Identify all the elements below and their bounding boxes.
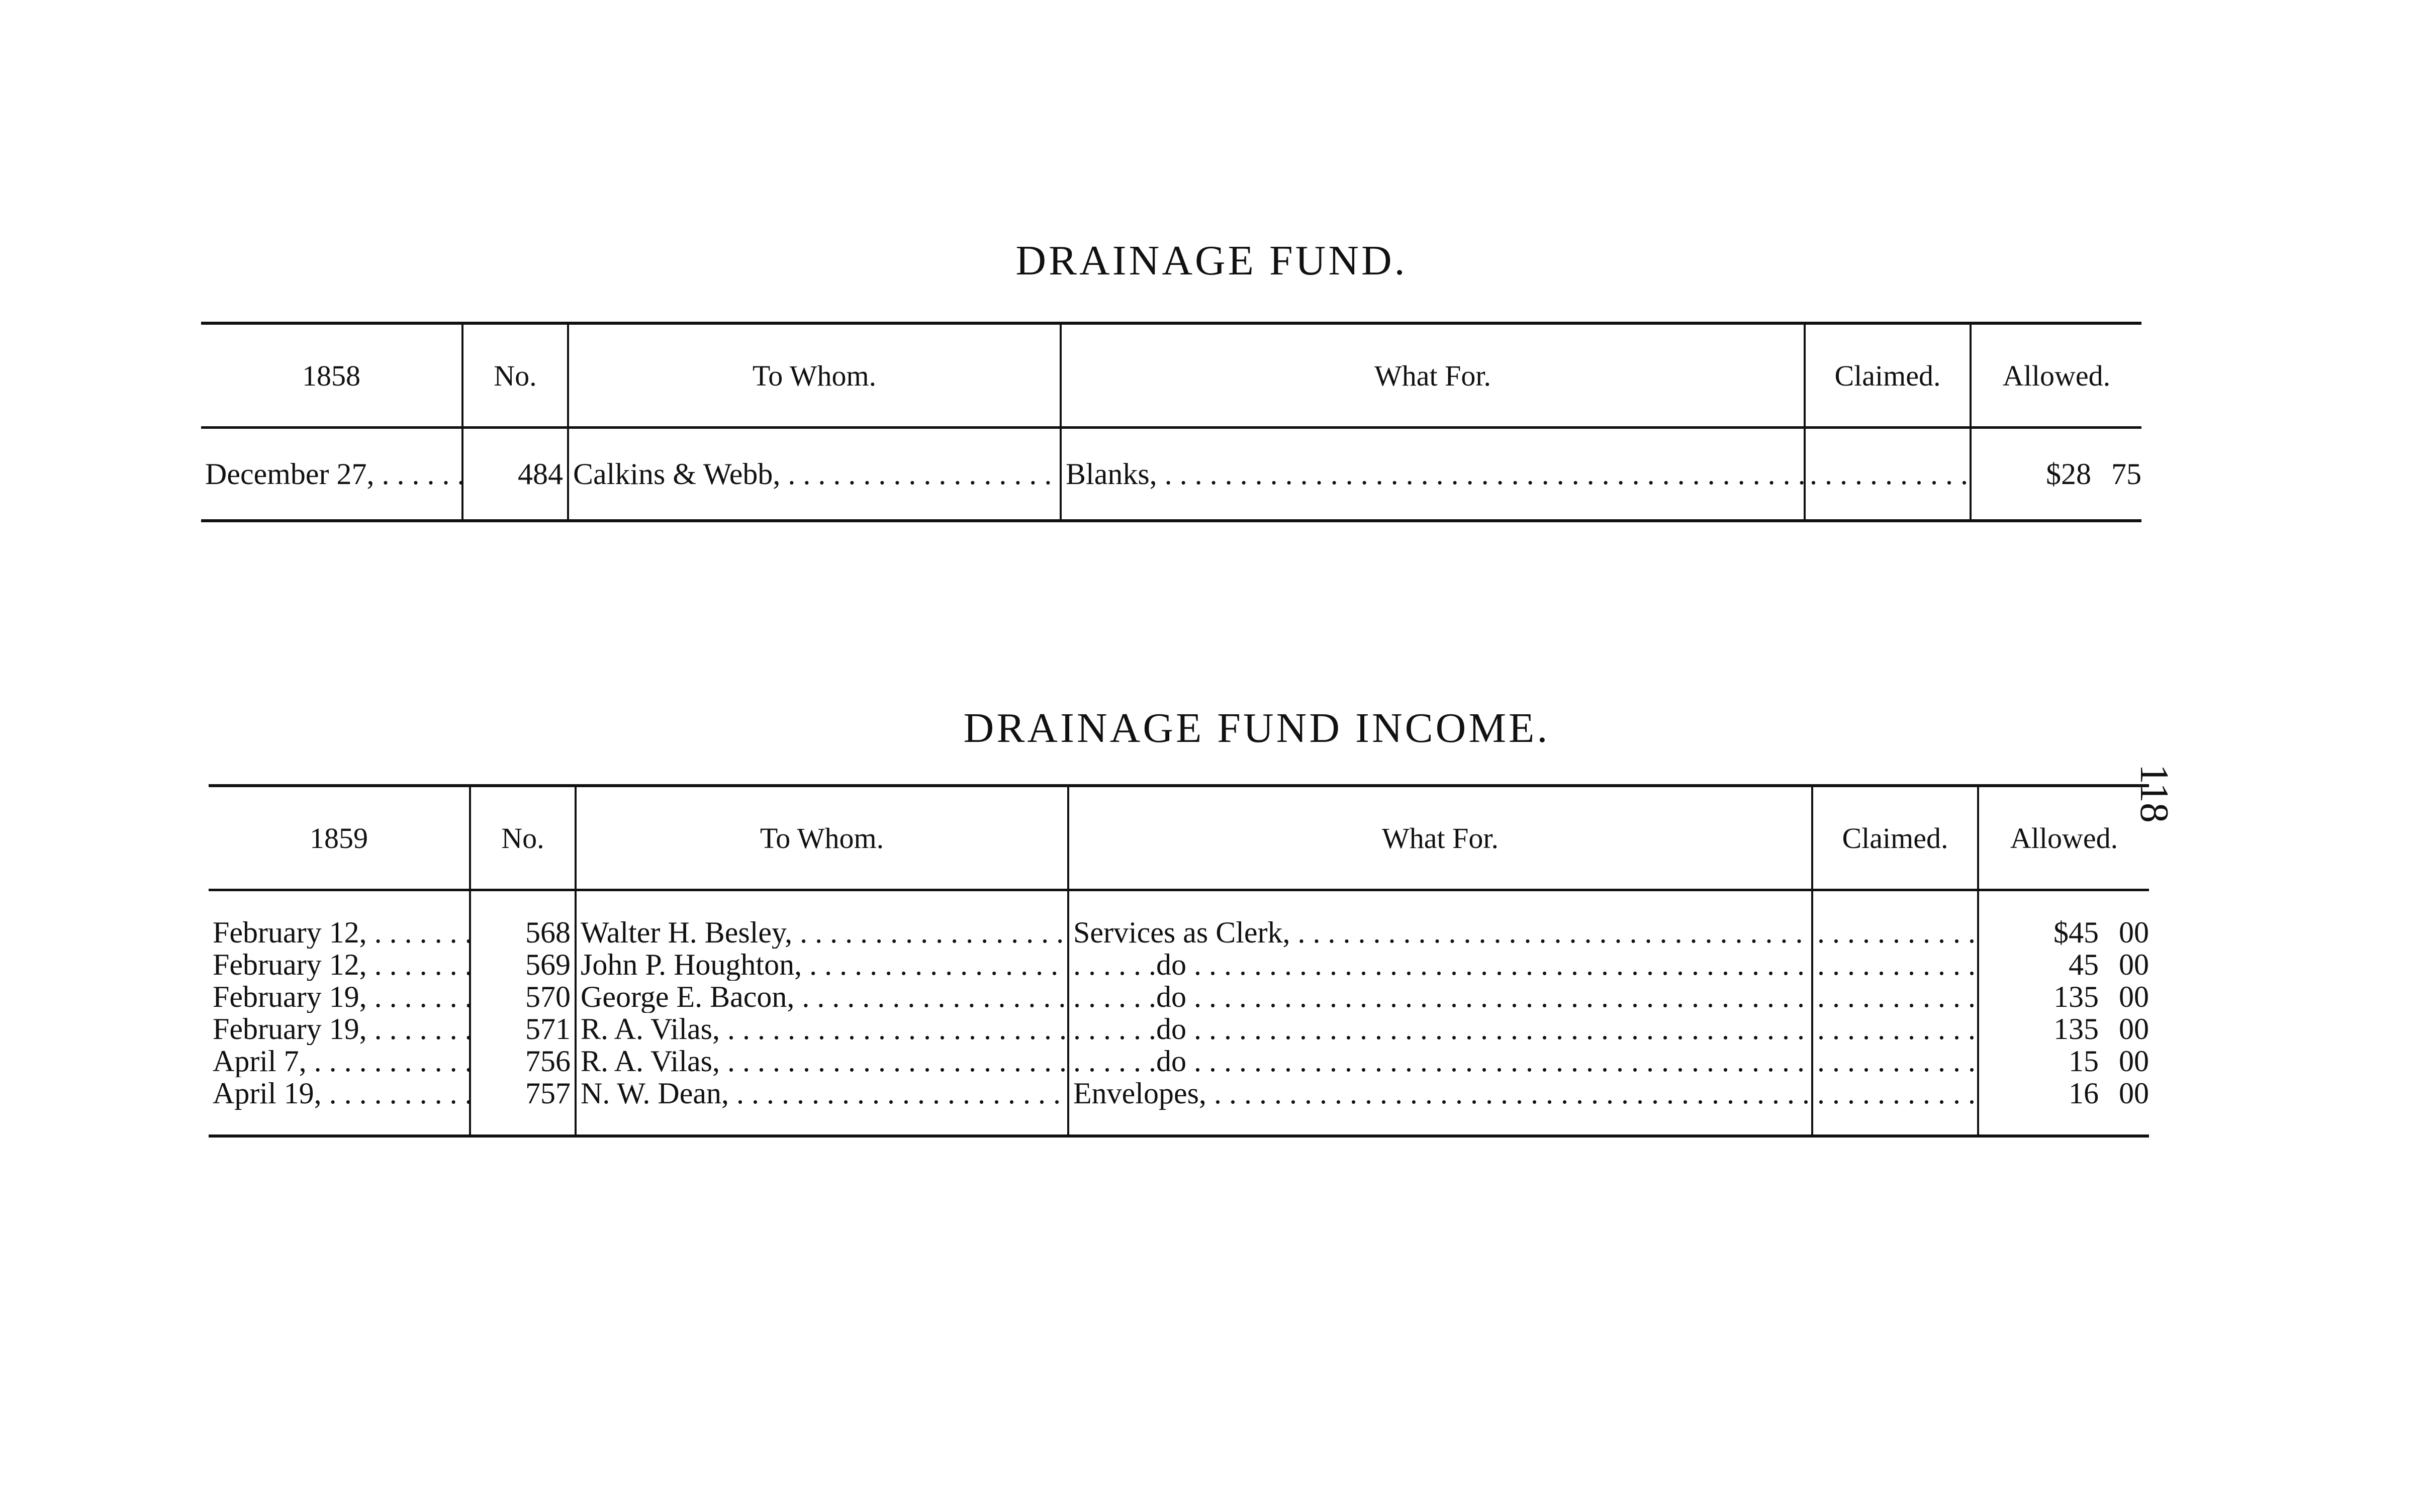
header-what-for: What For. [1068,787,1812,890]
allowed-cell: 45 00 [1978,949,2149,981]
header-to-whom: To Whom. [568,325,1061,428]
what-for-cell: . . . . . .do . . . [1068,1045,1812,1077]
claimed-cell [1812,981,1978,1013]
number-cell: 757 [470,1077,576,1135]
header-claimed: Claimed. [1805,325,1971,428]
date-cell: February 19, . . . [209,981,470,1013]
claimed-cell [1812,890,1978,949]
header-allowed: Allowed. [1971,325,2141,428]
allowed-cell: $28 75 [1971,428,2141,520]
to-whom-cell: Walter H. Besley, . . . [576,890,1068,949]
header-allowed: Allowed. [1978,787,2149,890]
date-cell: February 12, . . . [209,890,470,949]
to-whom-cell: George E. Bacon, . . . [576,981,1068,1013]
header-year: 1859 [209,787,470,890]
header-no: No. [462,325,568,428]
date-cell: February 19, . . . [209,1013,470,1045]
allowed-cell: 135 00 [1978,1013,2149,1045]
table-row [209,1013,2149,1045]
number-cell: 570 [470,981,576,1013]
date-cell: April 7, . . . [209,1045,470,1077]
date-cell: December 27, . . . [201,428,462,520]
table-row [209,949,2149,981]
allowed-cell: $45 00 [1978,890,2149,949]
allowed-cell: 135 00 [1978,981,2149,1013]
claimed-cell [1812,1013,1978,1045]
table-row [201,428,2141,520]
section-title-drainage-fund: DRAINAGE FUND. [1015,237,1408,284]
allowed-cell: 16 00 [1978,1077,2149,1135]
number-cell: 571 [470,1013,576,1045]
to-whom-cell: John P. Houghton, . . . [576,949,1068,981]
number-cell: 484 [462,428,568,520]
table-header-row [209,787,2149,890]
to-whom-cell: N. W. Dean, . . . [576,1077,1068,1135]
header-year: 1858 [201,325,462,428]
table-row [209,981,2149,1013]
claimed-cell [1812,949,1978,981]
date-cell: April 19, . . . [209,1077,470,1135]
what-for-cell: . . . . . .do . . . [1068,949,1812,981]
table-header-row [201,325,2141,428]
table-row [209,1045,2149,1077]
what-for-cell: Blanks, . . . [1061,428,1805,520]
date-cell: February 12, . . . [209,949,470,981]
to-whom-cell: Calkins & Webb, . . . [568,428,1061,520]
drainage-fund-table [201,322,2141,522]
table-row [209,1077,2149,1135]
what-for-cell: Services as Clerk, . . . [1068,890,1812,949]
header-no: No. [470,787,576,890]
claimed-cell [1812,1077,1978,1135]
claimed-cell [1805,428,1971,520]
what-for-cell: Envelopes, . . . [1068,1077,1812,1135]
header-claimed: Claimed. [1812,787,1978,890]
page-number: 118 [2132,764,2176,823]
claimed-cell [1812,1045,1978,1077]
to-whom-cell: R. A. Vilas, . . . [576,1013,1068,1045]
number-cell: 569 [470,949,576,981]
header-what-for: What For. [1061,325,1805,428]
number-cell: 568 [470,890,576,949]
section-title-drainage-fund-income: DRAINAGE FUND INCOME. [963,705,1550,751]
what-for-cell: . . . . . .do . . . [1068,981,1812,1013]
table-row [209,890,2149,949]
to-whom-cell: R. A. Vilas, . . . [576,1045,1068,1077]
header-to-whom: To Whom. [576,787,1068,890]
drainage-fund-income-table [209,784,2149,1138]
allowed-cell: 15 00 [1978,1045,2149,1077]
what-for-cell: . . . . . .do . . . [1068,1013,1812,1045]
number-cell: 756 [470,1045,576,1077]
